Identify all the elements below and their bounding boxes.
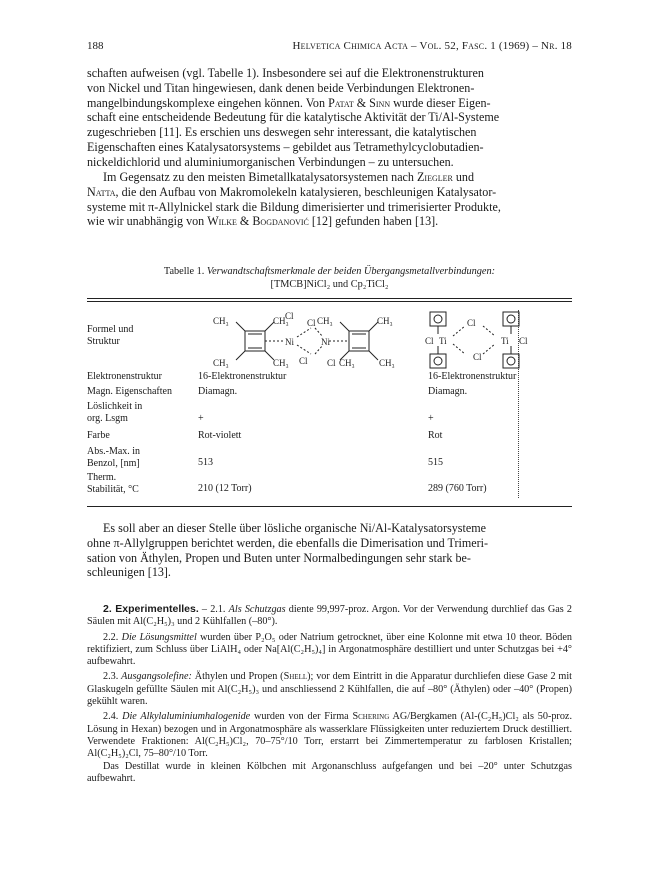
paragraph-2 [87,170,572,229]
row-label: Elektronenstruktur [87,371,162,382]
ni-value: Diamagn. [198,386,238,397]
p1-line: Eigenschaften eines Katalysatorsystems – gebildet aus Tetramethylcyclobutadien- [87,139,484,154]
section-number: 2.3. [103,671,122,683]
table-caption [87,266,572,291]
section-heading: 2. Experimentelles. [103,603,199,615]
ti-value: 289 (760 Torr) [428,483,487,494]
author-sinn: Sinn [369,95,391,110]
running-head: Helvetica Chimica Acta – Vol. 52, Fasc. 1 (1969) – Nr. 18 [292,40,572,52]
p2-text: , die den Aufbau von Makromolekeln katalysieren, beschleunigen Katalysator- [115,184,497,199]
ni-atom-label: Ni [321,337,330,347]
table-top-rule [87,298,572,299]
ti-structure-diagram [425,310,571,370]
ch3-label: CH₃ [273,316,289,326]
paragraph-1 [87,66,572,170]
ni-atom-label: Ni [285,337,294,347]
section-title: Die Lösungsmittel [121,631,197,643]
cl-label: Cl [425,336,434,346]
comparison-table [87,310,572,498]
page-number: 188 [87,40,104,52]
caption-line: [TMCB]NiCl₂ und Cp₂TiCl₂ [270,278,389,290]
ti-value: 16-Elektronenstruktur [428,371,517,382]
section-text: wurden von der Firma [250,711,353,723]
cyclopentadienyl-ring [503,354,519,368]
section-text: AG/Bergkamen (Al-(C₂H₅)Cl₂ als 50-proz. Lösung in Hexan) bezogen und in Argonatmosphäre als wasserklare Flüssigkeiten unter reduziertem Druck destilliert. Verwendete Fraktionen: Al(C₂H₅)Cl₂, 70–75°/10 Torr, erstarrt bei Zimmertemperatur zu farblosen Kristallen; Al(C₂H₅)₂Cl, 75–80°/10 Torr. [87,711,572,760]
p3-line: Es soll aber an dieser Stelle über lösliche organische Ni/Al-Katalysatorsysteme [103,521,486,535]
ti-value: 515 [428,457,443,468]
ni-value: 16-Elektronenstruktur [198,371,287,382]
p1-line [87,96,572,111]
section-number: – 2.1. [198,604,229,615]
section-number: 2.2. [103,631,122,643]
ch3-label: CH₃ [339,358,355,368]
p1-text: mangelbindungskomplexe eingehen können. Von [87,95,329,110]
p1-line: schaften aufweisen (vgl. Tabelle 1). Insbesondere sei auf die Elektronenstrukturen [87,66,484,80]
ch3-label: CH₃ [213,316,229,326]
p2-line: systeme mit π-Allylnickel stark die Bildung dimerisierter und trimerisierter Produkte, [87,199,501,214]
author-ziegler: Ziegler [417,170,453,184]
page-header [87,40,572,54]
caption-line [87,266,572,279]
row-label: Formel und Struktur [87,324,134,347]
section-2-3 [87,671,572,708]
section-text: wurden über P₂O₅ oder Natrium getrocknet, über eine Kolonne mit etwa 10 theor. Böden rektifiziert, zum Schluss über LiAlH₄ oder Na[Al(C₂H₅)₄] in Argonatmosphäre destilliert und unter Schutzgas bei +4° aufbewahrt. [87,631,573,668]
p3-line: ohne π-Allylgruppen berichtet werden, die ebenfalls die Dimerisation und Trimeri- [87,535,489,550]
author-wilke: Wilke [207,214,237,229]
section-title: Ausgangsolefine: [121,671,192,683]
cl-label: Cl [473,352,482,362]
cyclopentadienyl-ring [430,354,446,368]
supplier-shell: Shell [283,671,308,683]
p2-text: [12] gefunden haben [13]. [308,214,439,229]
cl-label: Cl [307,318,316,328]
cl-label: Cl [519,336,528,346]
section-2-2 [87,632,572,669]
cyclopentadienyl-ring [503,312,519,326]
ti-value: + [428,413,434,424]
section-number: 2.4. [103,711,123,723]
cl-label: Cl [327,358,336,368]
ch3-label: CH₃ [273,358,289,368]
table-top-rule-2 [87,301,572,302]
p1-line: nickeldichlorid und aluminiumorganischen Verbindungen – zu untersuchen. [87,154,454,169]
cl-label: Cl [467,318,476,328]
p2-line [87,170,572,185]
cl-label: Cl [285,311,294,321]
author-natta: Natta [87,184,116,199]
ch3-label: CH₃ [317,316,333,326]
ni-value: + [198,413,204,424]
p1-text: wurde dieser Eigen- [390,95,491,110]
ti-atom-label: Ti [439,336,447,346]
row-label: Therm. Stabilität, °C [87,472,139,495]
ch3-label: CH₃ [379,358,395,368]
ni-value: Rot-violett [198,430,242,441]
ni-value: 513 [198,457,213,468]
ni-structure-diagram [199,310,413,370]
cl-label: Cl [299,356,308,366]
section-text: diente 99,997-proz. Argon. Vor der Verwendung durchlief das Gas 2 Säulen mit Al(C₂H₅)₃ und 2 Kühlfallen (–80°). [87,604,572,628]
author-patat: Patat [328,95,354,110]
caption-prefix: Tabelle 1. [163,266,207,277]
cyclopentadienyl-ring [430,312,446,326]
table-bottom-rule [87,506,572,507]
p2-text: Im Gegensatz zu den meisten Bimetallkatalysatorsystemen nach [103,170,418,184]
row-label: Magn. Eigenschaften [87,386,172,397]
p2-line [87,185,572,200]
row-label: Löslichkeit in org. Lsgm [87,401,143,424]
ch3-label: CH₃ [377,316,393,326]
section-2-4 [87,711,572,760]
experimental-section [87,603,572,785]
p2-text: & [236,214,253,229]
caption-title: Verwandtschaftsmerkmale der beiden Übergangsmetallverbindungen: [206,266,496,277]
p3-line: sation von Äthylen, Propen und Buten unter Normalbedingungen sehr stark be- [87,550,471,565]
p2-text: wie wir unabhängig von [87,214,208,229]
section-2-4-cont: Das Destillat wurde in kleinen Kölbchen mit Argonanschluss aufgefangen und bei –20° unter Schutzgas aufbewahrt. [87,760,572,784]
supplier-schering: Schering [352,711,390,723]
section-title: Die Alkylaluminiumhalogenide [122,711,251,723]
row-label: Farbe [87,430,110,441]
ti-atom-label: Ti [501,336,509,346]
p1-line: schaft eine entscheidende Bedeutung für die katalytische Aktivität der Ti/Al-Systeme [87,110,500,125]
p1-text: & [353,95,370,110]
ti-value: Rot [428,430,443,441]
p2-line [87,214,572,229]
section-2-1 [87,603,572,629]
ti-value: Diamagn. [428,386,468,397]
section-text: ); vor dem Eintritt in die Apparatur durchliefen diese Gase 2 mit Glaskugeln gefüllte Säulen mit Al(C₂H₅)₃ und anschliessend 2 Kühlfallen, die auf –80° (Äthylen) oder –40° (Propen) gekühlt waren. [87,671,573,708]
section-title: Als Schutzgas [228,604,286,615]
section-text: Äthylen und Propen ( [191,671,284,683]
row-label: Abs.-Max. in Benzol, [nm] [87,446,141,469]
ch3-label: CH₃ [213,358,229,368]
p2-text: und [452,170,475,184]
author-bogdanovic: Bogdanović [252,214,309,229]
p1-line: von Nickel und Titan hingewiesen, dank denen beide Verbindungen Elektronen- [87,80,475,95]
paragraph-3 [87,521,572,580]
p3-line: schleunigen [13]. [87,565,171,580]
ni-value: 210 (12 Torr) [198,483,252,494]
p1-line: zugeschrieben [11]. Es erschien uns deswegen sehr interessant, die katalytischen [87,125,477,140]
